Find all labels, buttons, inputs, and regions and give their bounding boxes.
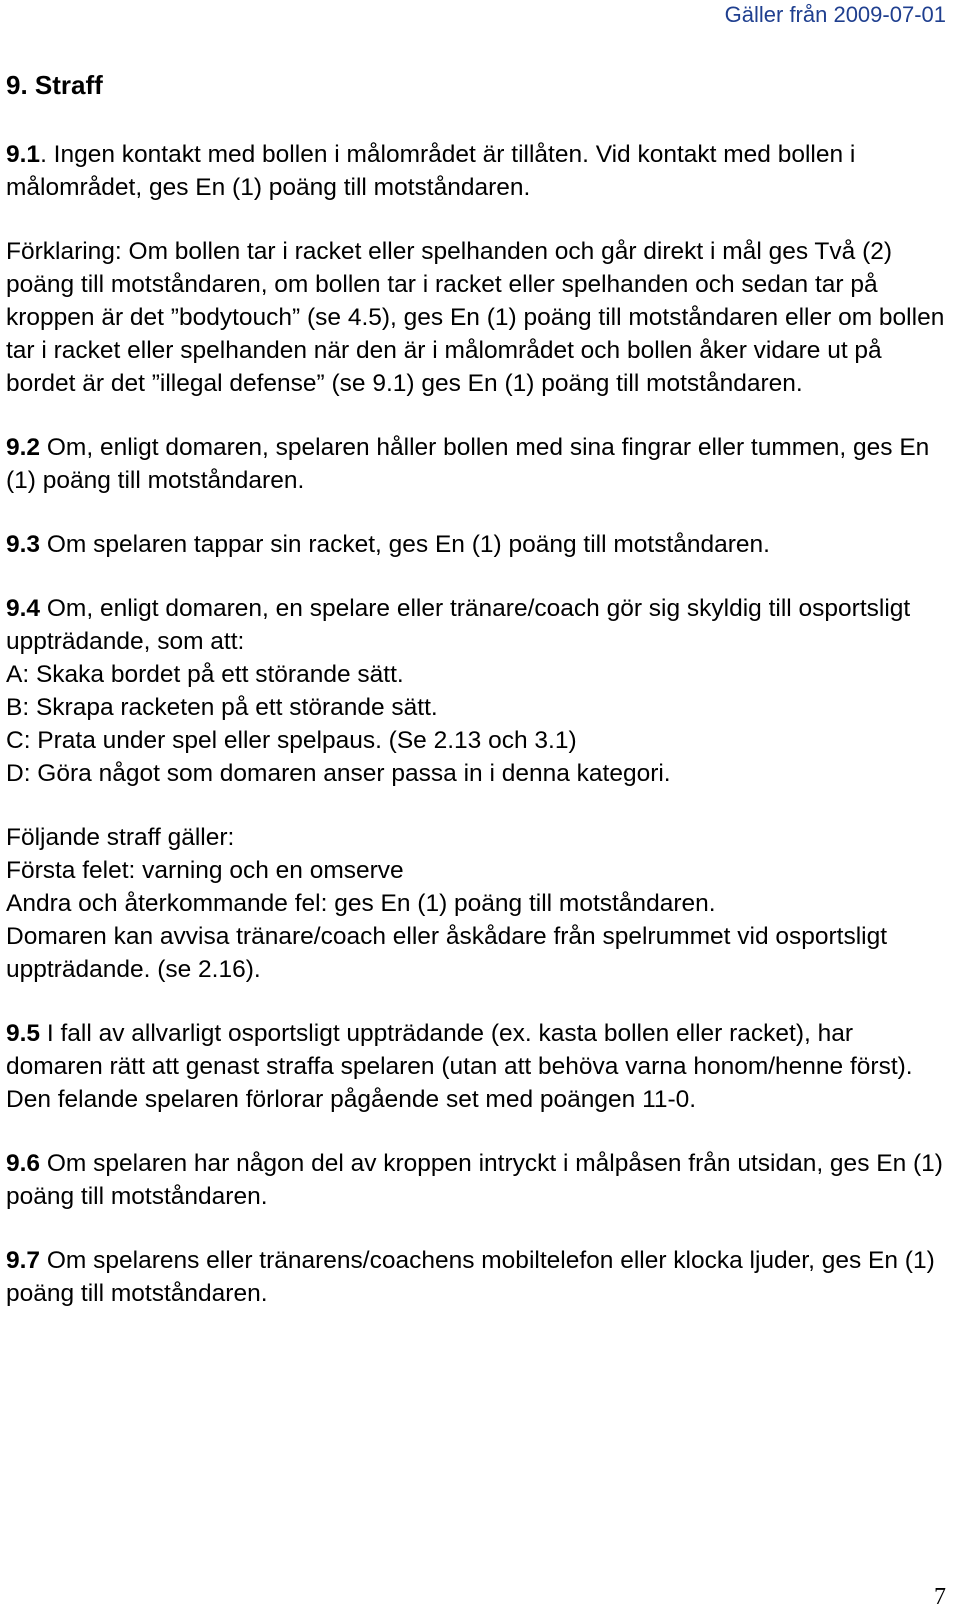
rule-explanation (6, 235, 946, 400)
rule-9-7 (6, 1244, 946, 1310)
rules-content (6, 138, 946, 1341)
list-item: A: Skaka bordet på ett störande sätt. (6, 661, 404, 688)
penalty-line: Följande straff gäller: (6, 824, 235, 851)
rule-text: . Ingen kontakt med bollen i målområdet är tillåten. Vid kontakt med bollen i målområdet, ges En (1) poäng till motståndaren. (6, 141, 856, 201)
page-number: 7 (934, 1584, 946, 1610)
rule-text: Om spelaren har någon del av kroppen intryckt i målpåsen från utsidan, ges En (1) poäng till motståndaren. (6, 1150, 943, 1210)
rule-number: 9.7 (6, 1247, 41, 1274)
rule-number: 9.5 (6, 1020, 41, 1047)
list-item: B: Skrapa racketen på ett störande sätt. (6, 694, 438, 721)
rule-9-5 (6, 1017, 946, 1116)
rule-9-4 (6, 592, 946, 790)
rule-text: Om, enligt domaren, en spelare eller tränare/coach gör sig skyldig till osportsligt uppträdande, som att: (6, 595, 911, 655)
penalty-line: Andra och återkommande fel: ges En (1) poäng till motståndaren. (6, 890, 716, 917)
rule-9-6 (6, 1147, 946, 1213)
rule-number: 9.6 (6, 1150, 41, 1177)
rule-number: 9.4 (6, 595, 41, 622)
list-item: D: Göra något som domaren anser passa in i denna kategori. (6, 760, 671, 787)
rule-text: Om, enligt domaren, spelaren håller bollen med sina fingrar eller tummen, ges En (1) poäng till motståndaren. (6, 434, 930, 494)
penalty-line: Domaren kan avvisa tränare/coach eller åskådare från spelrummet vid osportsligt uppträdande. (se 2.16). (6, 923, 888, 983)
rule-text: Om spelaren tappar sin racket, ges En (1) poäng till motståndaren. (40, 531, 770, 558)
rule-number: 9.3 (6, 531, 41, 558)
penalty-rules (6, 821, 946, 986)
rule-number: 9.2 (6, 434, 41, 461)
rule-text: Om spelarens eller tränarens/coachens mobiltelefon eller klocka ljuder, ges En (1) poäng till motståndaren. (6, 1247, 935, 1307)
list-item: C: Prata under spel eller spelpaus. (Se 2.13 och 3.1) (6, 727, 577, 754)
explanation-text: Förklaring: Om bollen tar i racket eller spelhanden och går direkt i mål ges Två (2) poäng till motståndaren, om bollen tar i racket eller spelhanden och sedan tar på kroppen är det ”bodytouch” (se 4.5), ges En (1) poäng till motståndaren eller om bollen tar i racket eller spelhanden när den är i målområdet och bollen åker vidare ut på bordet är det ”illegal defense” (se 9.1) ges En (1) poäng till motståndaren. (6, 238, 945, 397)
penalty-line: Första felet: varning och en omserve (6, 857, 404, 884)
section-title: 9. Straff (6, 70, 103, 100)
rule-text: I fall av allvarligt osportsligt uppträdande (ex. kasta bollen eller racket), har domaren rätt att genast straffa spelaren (utan att behöva varna honom/henne först). Den felande spelaren förlorar pågående set med poängen 11-0. (6, 1020, 913, 1113)
effective-date: Gäller från 2009-07-01 (724, 2, 946, 27)
rule-9-2 (6, 431, 946, 497)
rule-number: 9.1 (6, 141, 41, 168)
rule-9-3 (6, 528, 946, 561)
rule-9-1 (6, 138, 946, 204)
